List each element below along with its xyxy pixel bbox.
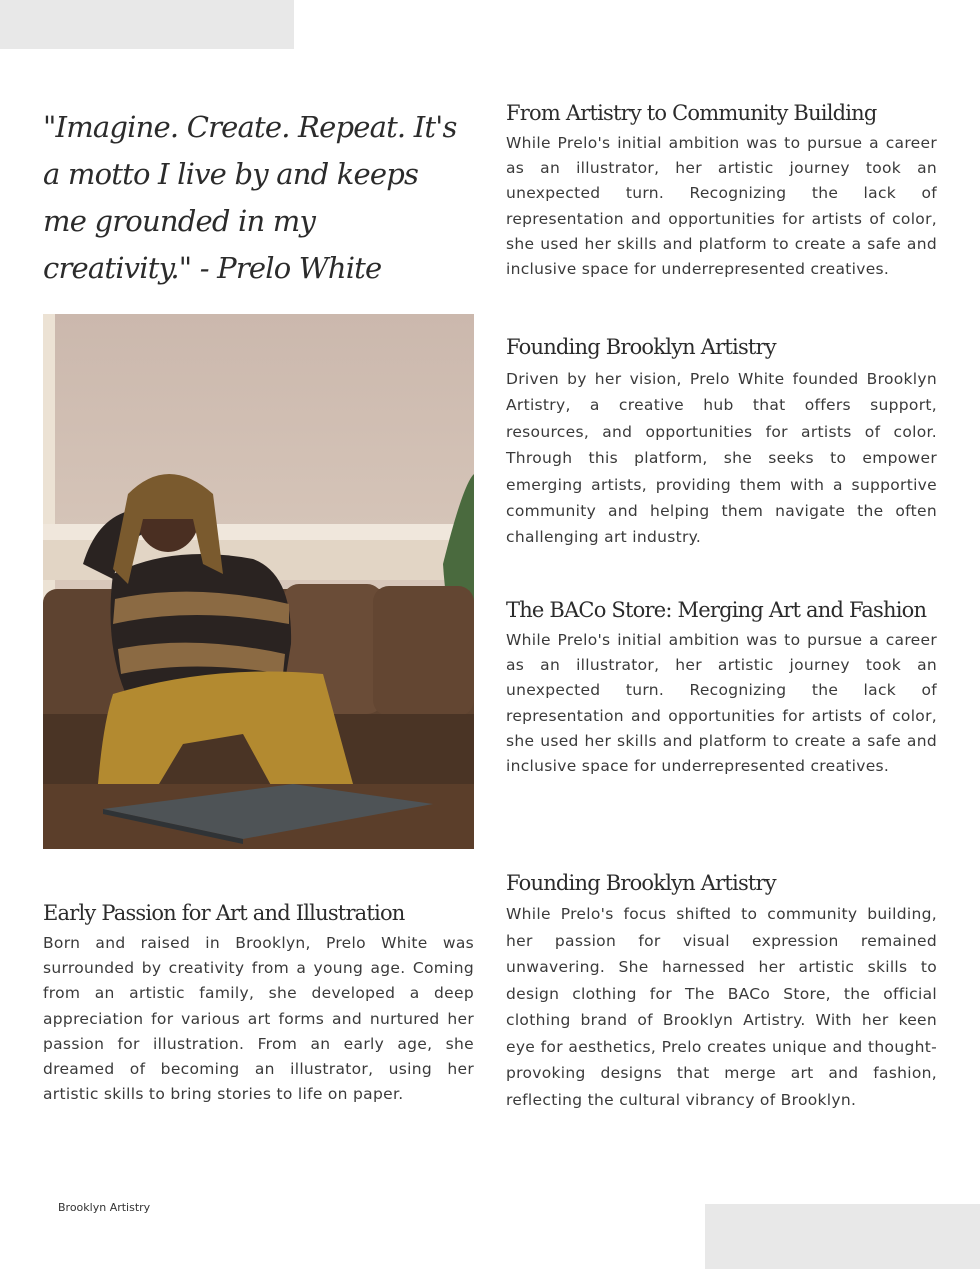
section-body: While Prelo's focus shifted to community building, her passion for visual expression remained unwavering. She harnessed her artistic skills to design clothing for The BACo Store, the official clothing brand of Brooklyn Artistry. With her keen eye for aesthetics, Prelo creates unique and thought-provoking designs that merge art and fashion, reflecting the cultural vibrancy of Brooklyn. bbox=[506, 905, 937, 1109]
decorative-gray-block-bottom bbox=[705, 1204, 980, 1269]
section-founding-brooklyn-artistry bbox=[506, 333, 937, 551]
section-heading: The BACo Store: Merging Art and Fashion bbox=[506, 598, 927, 622]
section-heading: Founding Brooklyn Artistry bbox=[506, 871, 776, 895]
section-body: Driven by her vision, Prelo White founded Brooklyn Artistry, a creative hub that offers support, resources, and opportunities for artists of color. Through this platform, she seeks to empower emerging artists, providing them with a supportive community and helping them navigate the often challenging art industry. bbox=[506, 370, 937, 547]
section-heading: Early Passion for Art and Illustration bbox=[43, 901, 405, 925]
portrait-photo bbox=[43, 314, 474, 849]
footer-brand: Brooklyn Artistry bbox=[58, 1201, 151, 1214]
decorative-gray-block-top bbox=[0, 0, 294, 49]
pull-quote: "Imagine. Create. Repeat. It's a motto I live by and keeps me grounded in my creativity." - Prelo White bbox=[43, 110, 457, 285]
section-baco-store bbox=[506, 596, 937, 779]
section-founding-brooklyn-artistry-2 bbox=[506, 869, 937, 1113]
section-heading: From Artistry to Community Building bbox=[506, 101, 877, 125]
section-body: While Prelo's initial ambition was to pursue a career as an illustrator, her artistic journey took an unexpected turn. Recognizing the lack of representation and opportunities for artists of color, she used her skills and platform to create a safe and inclusive space for underrepresented creatives. bbox=[506, 134, 937, 279]
section-body: Born and raised in Brooklyn, Prelo White was surrounded by creativity from a young age. Coming from an artistic family, she developed a deep appreciation for various art forms and nurtured her passion for illustration. From an early age, she dreamed of becoming an illustrator, using her artistic skills to bring stories to life on paper. bbox=[43, 934, 474, 1104]
section-early-passion bbox=[43, 899, 474, 1107]
section-body: While Prelo's initial ambition was to pursue a career as an illustrator, her artistic journey took an unexpected turn. Recognizing the lack of representation and opportunities for artists of color, she used her skills and platform to create a safe and inclusive space for underrepresented creatives. bbox=[506, 631, 937, 776]
section-artistry-to-community bbox=[506, 99, 937, 282]
section-heading: Founding Brooklyn Artistry bbox=[506, 335, 776, 359]
